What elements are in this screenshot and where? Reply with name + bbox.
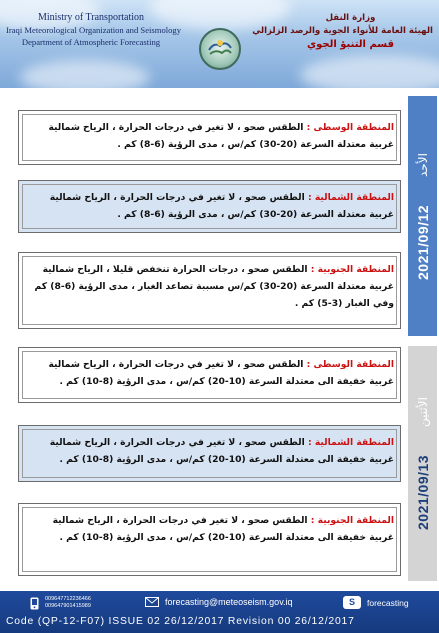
forecast-text: الطقس صحو ، درجات الحرارة تنخفض قليلا ، الرياح شمالية غربية معتدلة السرعة (20-30) كم/س مسببة تصاعد الغبار ، مدى الرؤية (6-8) كم وفي الغبار (3-5) كم .	[34, 264, 394, 309]
region-label: المنطقة الجنوبية :	[310, 515, 394, 526]
region-label: المنطقة الشمالية :	[307, 192, 394, 203]
day-1-date: 2021/09/12	[414, 204, 431, 280]
phone-icon	[30, 597, 39, 610]
organization-name-ar: الهيئة العامة للأنواء الجوية والرصد الزلزالي	[252, 26, 433, 36]
footer-skype[interactable]	[343, 596, 409, 609]
forecast-text: الطقس صحو ، لا تغير في درجات الحرارة ، الرياح شمالية غربية معتدلة السرعة (20-30) كم/س ، مدى الرؤية (6-8) كم .	[48, 122, 394, 150]
organization-name-en: Iraqi Meteorological Organization and Seismology	[6, 25, 182, 35]
phone-number-2: 009647901415989	[45, 603, 91, 609]
day-2-date: 2021/09/13	[414, 454, 431, 530]
forecast-text: الطقس صحو ، لا تغير في درجات الحرارة ، الرياح شمالية غربية خفيفة الى معتدلة السرعة (10-20) كم/س ، مدى الرؤية (8-10) كم .	[52, 515, 394, 543]
forecast-box-day2-south	[18, 503, 401, 576]
forecast-text: الطقس صحو ، لا تغير في درجات الحرارة ، الرياح شمالية غربية خفيفة الى معتدلة السرعة (10-20) كم/س ، مدى الرؤية (8-10) كم .	[49, 437, 394, 465]
day-tab-1	[408, 96, 437, 336]
ministry-name-en: Ministry of Transportation	[37, 12, 145, 23]
forecast-box-day1-south	[18, 252, 401, 329]
phone-number-1: 009647712236466	[45, 596, 91, 602]
forecast-box-day1-north	[18, 180, 401, 233]
page-footer	[0, 591, 439, 633]
forecast-text: الطقس صحو ، لا تغير في درجات الحرارة ، الرياح شمالية غربية معتدلة السرعة (20-30) كم/س ، مدى الرؤية (6-8) كم .	[49, 192, 394, 220]
email-address[interactable]: forecasting@meteoseism.gov.iq	[165, 597, 293, 607]
region-label: المنطقة الجنوبية :	[310, 264, 394, 275]
forecast-box-day2-central	[18, 347, 401, 403]
day-tab-2	[408, 346, 437, 581]
skype-handle[interactable]: forecasting	[367, 597, 409, 608]
logo-emblem-icon	[206, 36, 234, 62]
footer-phone	[30, 596, 91, 610]
skype-icon: S	[343, 596, 361, 609]
day-2-name: الأثنين	[415, 397, 430, 427]
document-code: Code (QP-12-F07) ISSUE 02 26/12/2017 Revision 00 26/12/2017	[6, 616, 355, 627]
forecast-box-day1-central	[18, 110, 401, 165]
region-label: المنطقة الشمالية :	[307, 437, 394, 448]
forecast-text: الطقس صحو ، لا تغير في درجات الحرارة ، الرياح شمالية غربية خفيفة الى معتدلة السرعة (10-20) كم/س ، مدى الرؤية (8-10) كم .	[48, 359, 394, 387]
header-english	[6, 12, 182, 48]
header-arabic	[252, 12, 433, 51]
page-header	[0, 0, 439, 88]
footer-email[interactable]	[145, 597, 293, 607]
organization-logo	[199, 28, 241, 70]
region-label: المنطقة الوسطى :	[306, 122, 394, 133]
email-icon	[145, 597, 159, 607]
region-label: المنطقة الوسطى :	[306, 359, 394, 370]
day-1-name: الأحد	[415, 152, 430, 177]
ministry-name-ar: وزارة النقل	[325, 13, 376, 23]
department-name-en: Department of Atmospheric Forecasting	[21, 37, 161, 47]
department-name-ar: قسم التنبؤ الجوي	[306, 39, 395, 50]
forecast-box-day2-north	[18, 425, 401, 482]
